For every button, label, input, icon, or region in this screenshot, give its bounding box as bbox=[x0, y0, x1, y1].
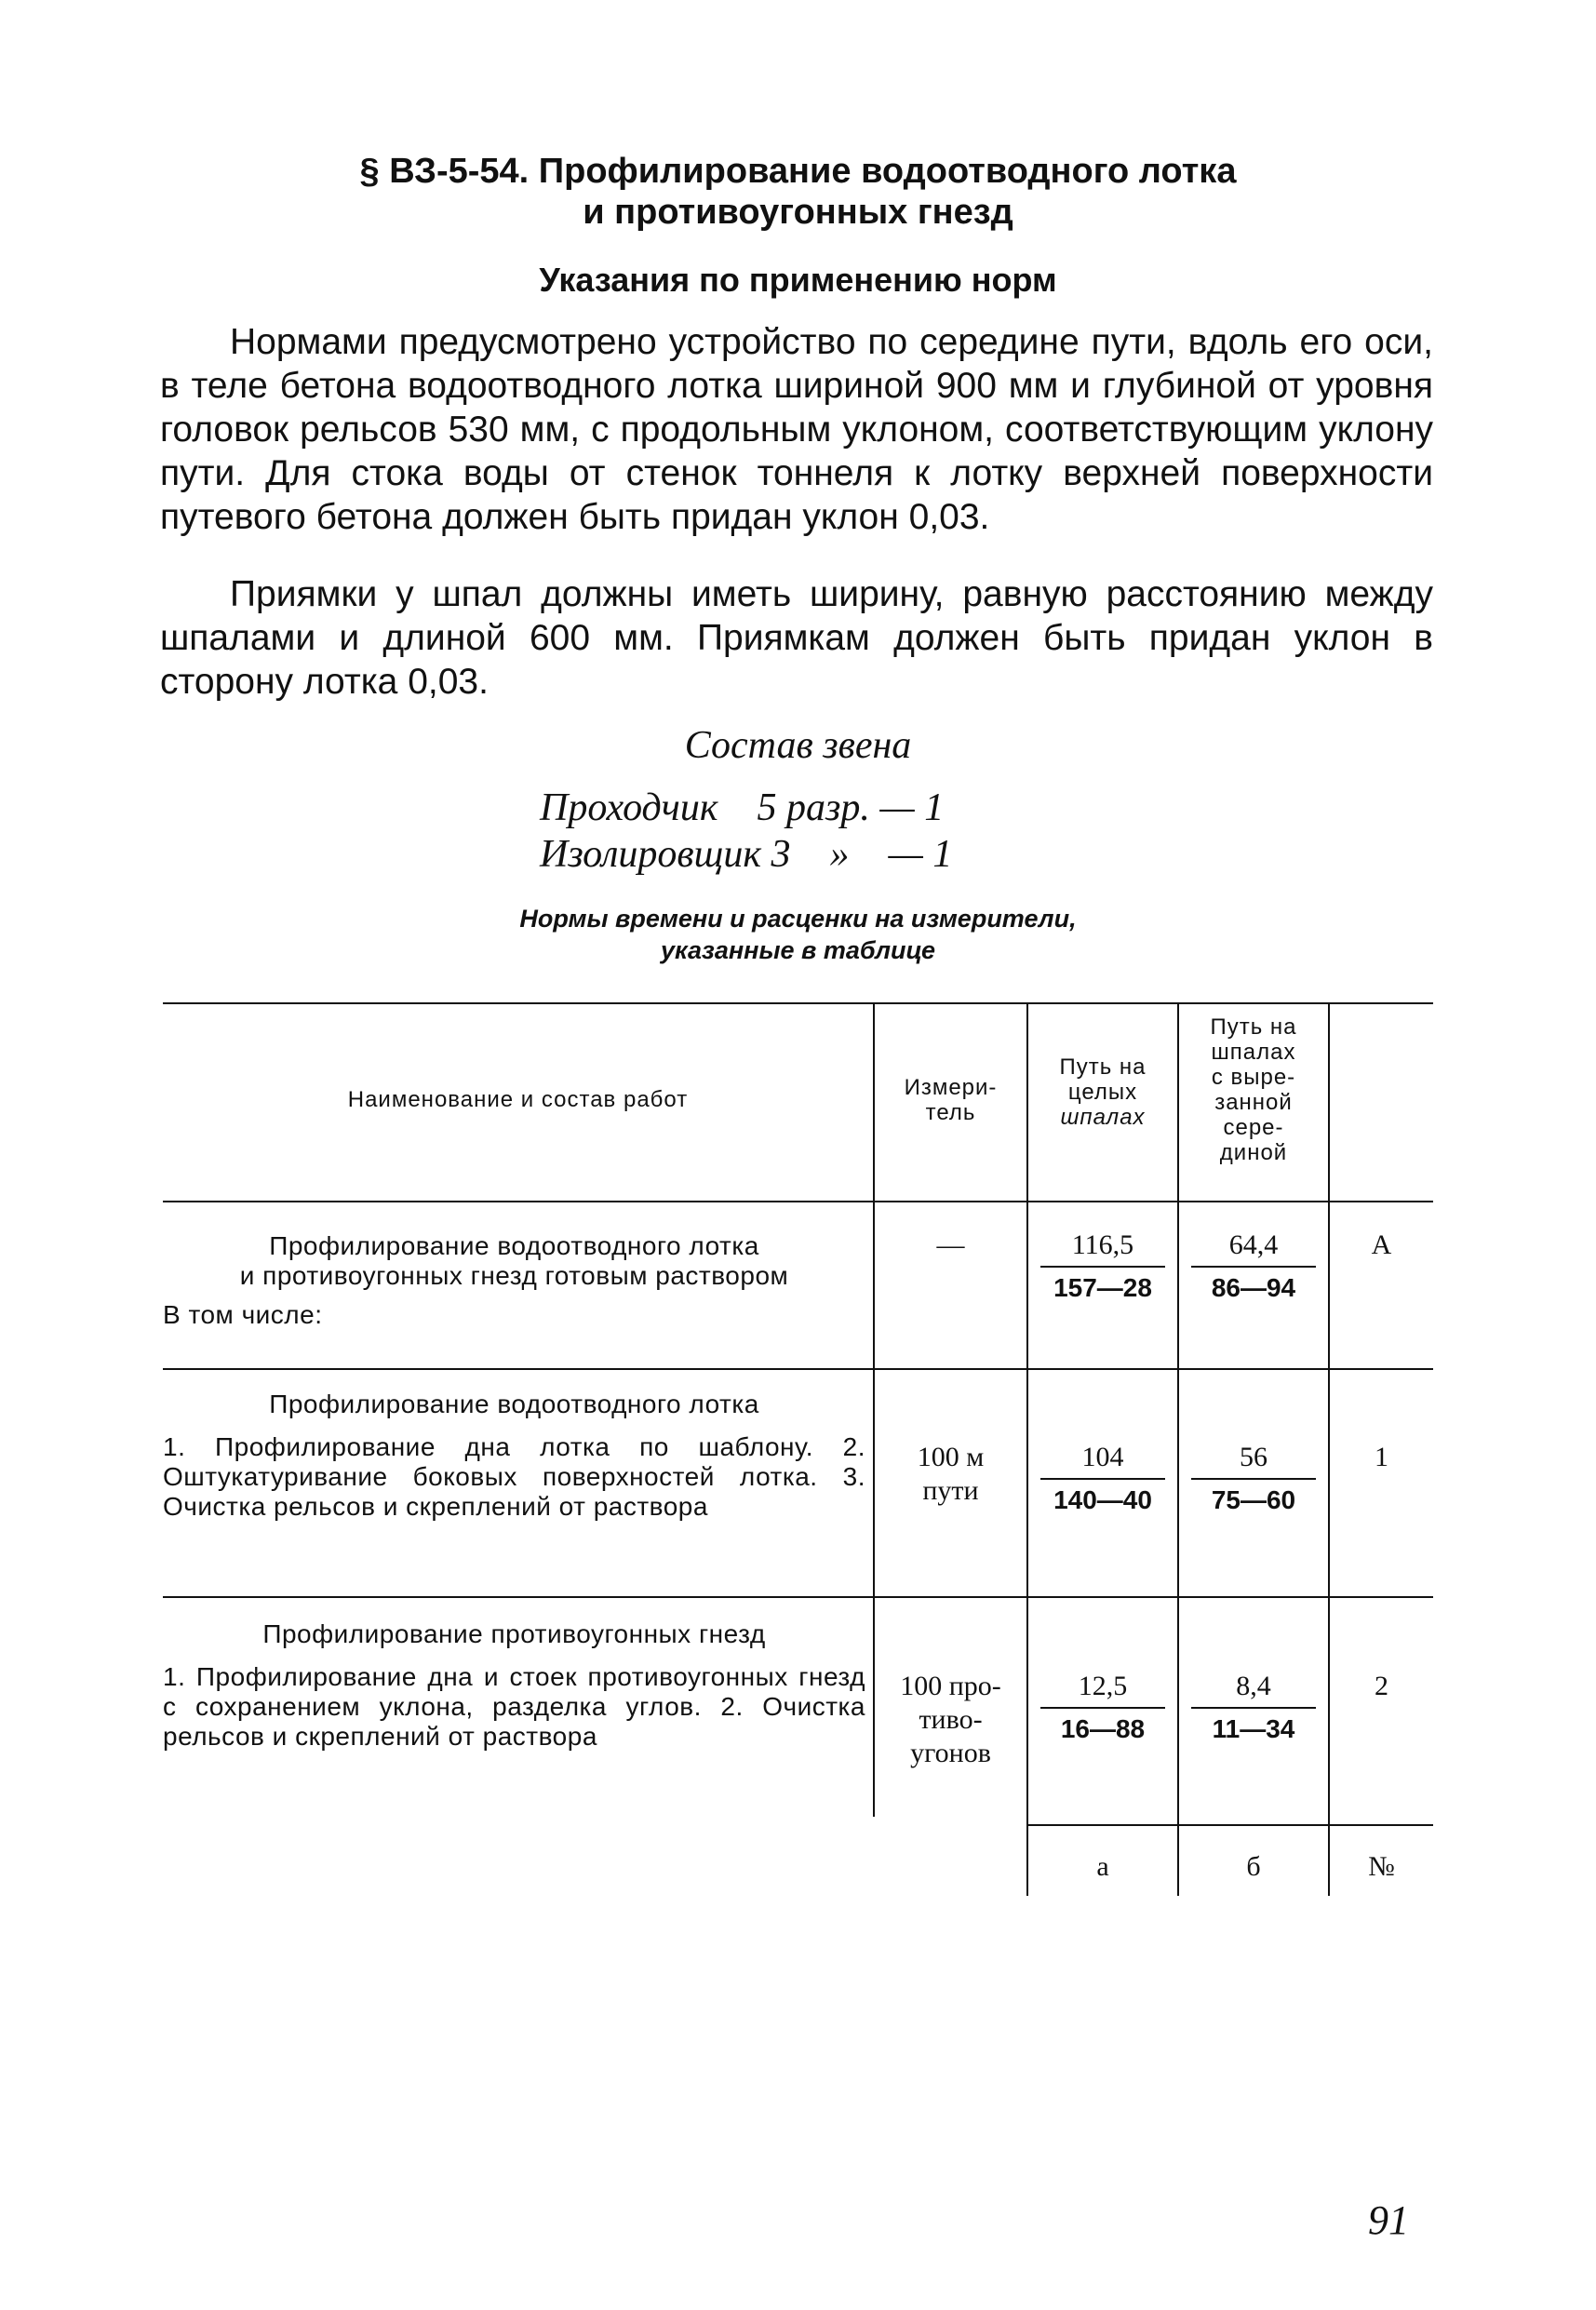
table-row-1-rate-whole: 140—40 bbox=[1053, 1485, 1152, 1514]
section-title-line1: § ВЗ-5-54. Профилирование водоотводного лотка bbox=[359, 152, 1237, 191]
footer-label-b: б bbox=[1246, 1851, 1261, 1882]
footer-label-a: а bbox=[1096, 1851, 1109, 1882]
table-row-2-time-cut: 8,4 bbox=[1236, 1671, 1271, 1701]
instructions-heading: Указания по применению норм bbox=[539, 261, 1057, 299]
fraction-bar bbox=[1191, 1266, 1316, 1268]
table-row-1-name bbox=[163, 1390, 865, 1522]
table-row-2-unit: 100 про- тиво- угонов bbox=[900, 1671, 1001, 1768]
paragraph-2: Приямки у шпал должны иметь ширину, равную расстоянию между шпалами и длиной 600 мм. Приямкам должен быть придан уклон в сторону лотка 0,03. bbox=[160, 574, 1433, 702]
table-row-2-desc: 1. Профилирование дна и стоек противоугонных гнезд с сохранением уклона, разделка углов. 2. Очистка рельсов и скреплений от раствора bbox=[163, 1662, 865, 1751]
table-row-1-rate-cut: 75—60 bbox=[1211, 1485, 1296, 1514]
table-row-2-rate-whole: 16—88 bbox=[1060, 1714, 1146, 1743]
section-title-line2: и противоугонных гнезд bbox=[583, 193, 1013, 232]
fraction-bar bbox=[1191, 1478, 1316, 1480]
table-top-rule bbox=[163, 1002, 1433, 1004]
fraction-bar bbox=[1191, 1707, 1316, 1709]
table-row-a-name: Профилирование водоотводного лотка и противоугонных гнезд готовым раствором В том числе: bbox=[163, 1231, 789, 1329]
table-row-a-rate-cut: 86—94 bbox=[1211, 1273, 1296, 1302]
header-name: Наименование и состав работ bbox=[347, 1087, 689, 1112]
page-number: 91 bbox=[1368, 2197, 1409, 2243]
section-title bbox=[163, 151, 1433, 233]
table-row-1-no: 1 bbox=[1375, 1442, 1388, 1472]
table-row-1-heading: Профилирование водоотводного лотка bbox=[269, 1390, 759, 1418]
footer-label-no: № bbox=[1368, 1851, 1395, 1882]
header-unit: Измери- тель bbox=[904, 1075, 998, 1125]
row-rule-2 bbox=[163, 1596, 1433, 1598]
header-bottom-rule bbox=[163, 1201, 1433, 1202]
table-row-2-heading: Профилирование противоугонных гнезд bbox=[262, 1619, 766, 1648]
table-row-1-time-cut: 56 bbox=[1240, 1442, 1267, 1472]
table-row-2-name bbox=[163, 1619, 865, 1752]
crew-heading: Состав звена bbox=[684, 724, 912, 767]
table-row-1-desc: 1. Профилирование дна лотка по шаблону. 2. Оштукатуривание боковых поверхностей лотка. 3. Очистка рельсов и скреплений от раствора bbox=[163, 1432, 865, 1521]
row-rule-1 bbox=[163, 1368, 1433, 1370]
footer-rule bbox=[1026, 1824, 1433, 1826]
header-cut-sleepers: Путь на шпалах с выре- занной сере- диной bbox=[1210, 1014, 1297, 1165]
table-row-a-unit: — bbox=[936, 1229, 965, 1260]
header-whole-sleepers: Путь на целых шпалах bbox=[1059, 1054, 1147, 1130]
table-row-a-no: А bbox=[1371, 1229, 1392, 1260]
fraction-bar bbox=[1040, 1707, 1165, 1709]
table-title-line1: Нормы времени и расценки на измерители, bbox=[519, 905, 1077, 933]
table-row-2-time-whole: 12,5 bbox=[1078, 1671, 1128, 1701]
table-row-2-rate-cut: 11—34 bbox=[1212, 1714, 1295, 1743]
crew-line-2: Изолировщик 3 » — 1 bbox=[540, 833, 953, 876]
crew-line-1: Проходчик 5 разр. — 1 bbox=[540, 786, 945, 829]
table-row-a-rate-whole: 157—28 bbox=[1053, 1273, 1152, 1302]
table-row-a-time-cut: 64,4 bbox=[1228, 1229, 1279, 1260]
fraction-bar bbox=[1040, 1478, 1165, 1480]
fraction-bar bbox=[1040, 1266, 1165, 1268]
table-row-2-no: 2 bbox=[1375, 1671, 1388, 1701]
table-row-a-time-whole: 116,5 bbox=[1071, 1229, 1134, 1260]
table-title bbox=[163, 903, 1433, 966]
paragraph-1: Нормами предусмотрено устройство по середине пути, вдоль его оси, в теле бетона водоотводного лотка шириной 900 мм и глубиной от уровня головок рельсов 530 мм, с продольным уклоном, соответствующим уклону пути. Для стока воды от стенок тоннеля к лотку верхней поверхности путевого бетона должен быть придан уклон 0,03. bbox=[160, 322, 1433, 537]
table-title-line2: указанные в таблице bbox=[661, 936, 935, 964]
table-row-1-time-whole: 104 bbox=[1081, 1442, 1124, 1472]
table-row-1-unit: 100 м пути bbox=[917, 1442, 985, 1506]
